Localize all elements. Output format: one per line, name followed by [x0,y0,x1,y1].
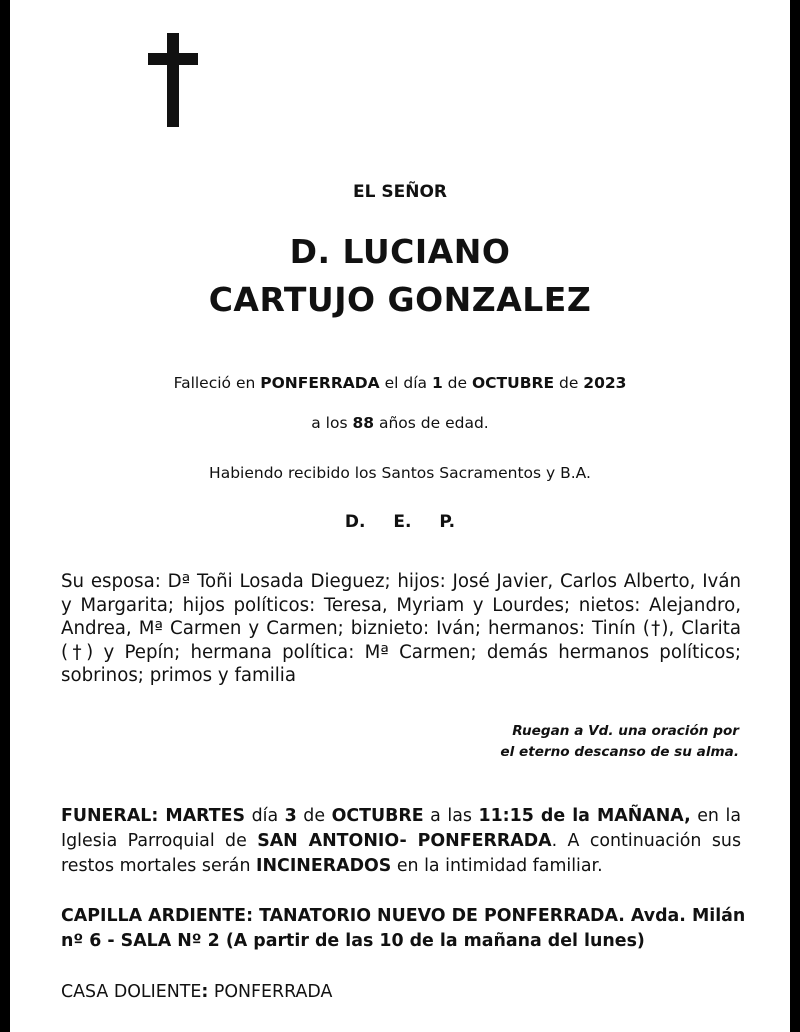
title-label: EL SEÑOR [353,182,447,202]
death-info: Falleció en PONFERRADA el día 1 de OCTUBRE de 2023 [173,374,627,392]
death-month: OCTUBRE [471,374,555,392]
death-place: PONFERRADA [260,374,380,392]
funeral-paragraph: FUNERAL: MARTES día 3 de OCTUBRE a las 11:15 de la MAÑANA, en la Iglesia Parroquial de SAN ANTONIO- PONFERRADA. A continuación sus restos mortales serán INCINERADOS en la intimidad familiar. [61,806,741,876]
prayer-line-1: Ruegan a Vd. una oración por [512,723,739,739]
casa-doliente: CASA DOLIENTE: PONFERRADA [61,982,333,1002]
age-info: a los 88 años de edad. [311,414,489,432]
deceased-name [10,228,790,324]
obituary-card [10,0,790,1032]
death-year: 2023 [583,374,627,392]
name-line-2: CARTUJO GONZALEZ [208,280,592,319]
capilla-paragraph: CAPILLA ARDIENTE: TANATORIO NUEVO DE PONFERRADA. Avda. Milán nº 6 - SALA Nº 2 (A partir de las 10 de la mañana del lunes) [61,906,746,951]
age-value: 88 [352,414,375,432]
death-day: 1 [431,374,443,392]
prayer-request [500,721,739,763]
family-paragraph: Su esposa: Dª Toñi Losada Dieguez; hijos: José Javier, Carlos Alberto, Iván y Margarita; hijos políticos: Teresa, Myriam y Lourdes; nietos: Alejandro, Andrea, Mª Carmen y Carmen; biznieto: Iván; hermanos: Tinín (†), Clarita (†) y Pepín; hermana política: Mª Carmen; demás hermanos políticos; sobrinos; primos y familia [61,571,741,686]
name-line-1: D. LUCIANO [289,232,511,271]
cross-icon [148,33,198,127]
dep-text: D. E. P. [344,512,456,532]
sacraments-text: Habiendo recibido los Santos Sacramentos y B.A. [209,464,591,482]
prayer-line-2: el eterno descanso de su alma. [500,744,739,760]
